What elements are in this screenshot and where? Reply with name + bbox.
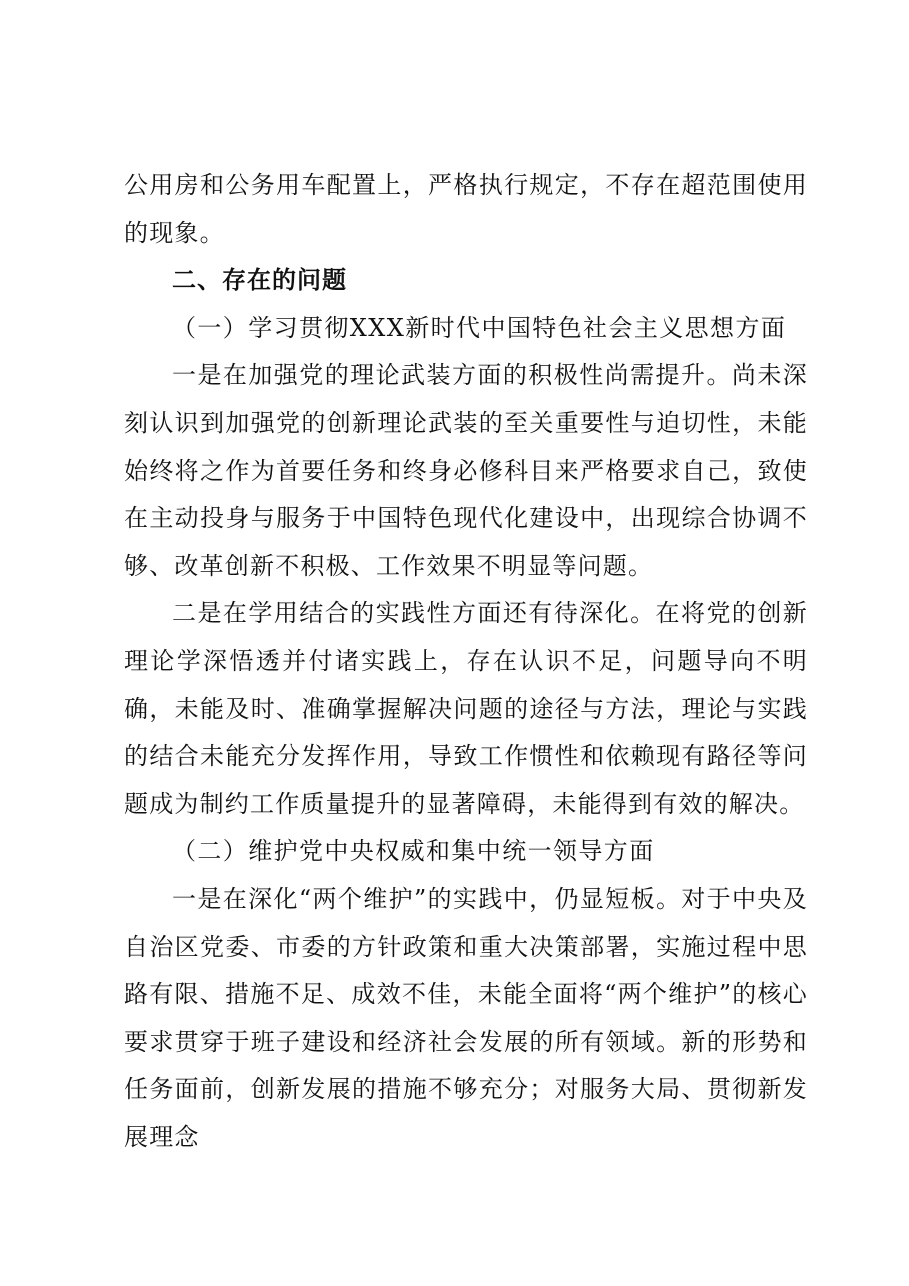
paragraph: 二是在学用结合的实践性方面还有待深化。在将党的创新理论学深悟透并付诸实践上，存在认识不足，问题导向不明确，未能及时、准确掌握解决问题的途径与方法，理论与实践的结合未能充分发挥作用，导致工作惯性和依赖现有路径等问题成为制约工作质量提升的显著障碍，未能得到有效的解决。 bbox=[124, 599, 808, 818]
paragraph: 一是在深化“两个维护”的实践中，仍显短板。对于中央及自治区党委、市委的方针政策和重大决策部署，实施过程中思路有限、措施不足、成效不佳，未能全面将“两个维护”的核心要求贯穿于班子建设和经济社会发展的所有领域。新的形势和任务面前，创新发展的措施不够充分；对服务大局、贯彻新发展理念 bbox=[124, 884, 808, 1151]
subsection-heading-1: （一）学习贯彻XXX新时代中国特色社会主义思想方面 bbox=[172, 313, 787, 342]
paragraph: 一是在加强党的理论武装方面的积极性尚需提升。尚未深刻认识到加强党的创新理论武装的至关重要性与迫切性，未能始终将之作为首要任务和终身必修科目来严格要求自己，致使在主动投身与服务于中国特色现代化建设中，出现综合协调不够、改革创新不积极、工作效果不明显等问题。 bbox=[124, 361, 808, 580]
section-heading: 二、存在的问题 bbox=[172, 266, 347, 295]
document-body bbox=[124, 162, 808, 1161]
subsection-heading-2: （二）维护党中央权威和集中统一领导方面 bbox=[172, 837, 655, 866]
continuation-paragraph: 公用房和公务用车配置上，严格执行规定，不存在超范围使用的现象。 bbox=[124, 171, 808, 247]
